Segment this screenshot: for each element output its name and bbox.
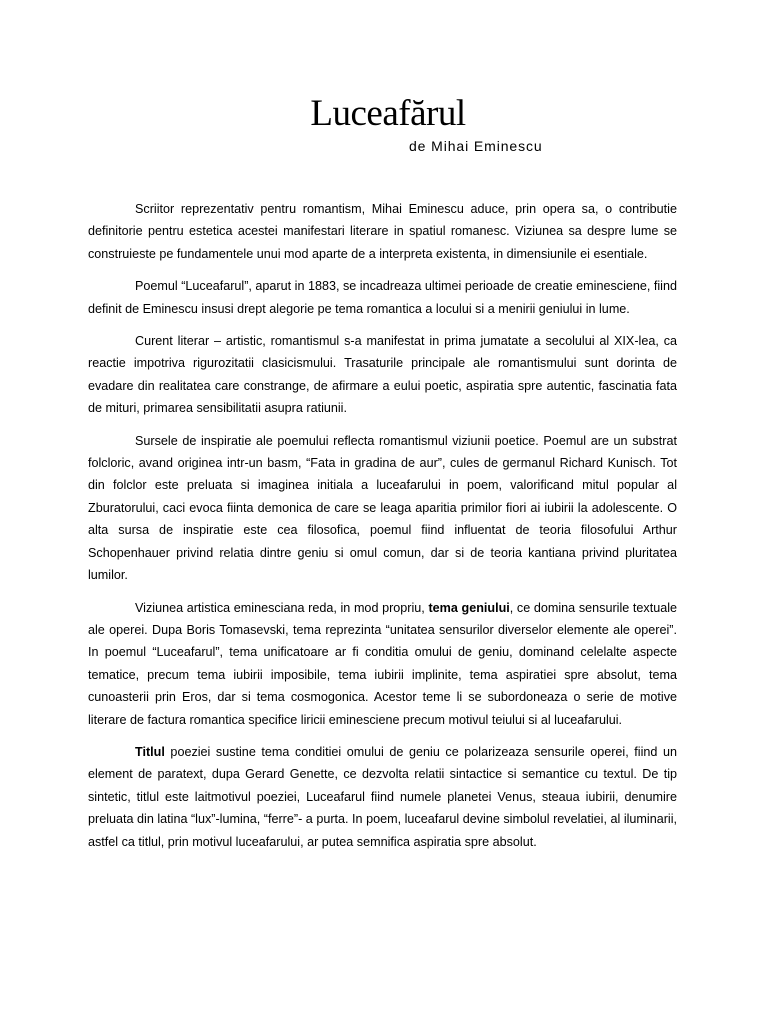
paragraph-theme-lead: Viziunea artistica eminesciana reda, in mod propriu, (135, 600, 429, 615)
document-body (88, 198, 677, 863)
document-title: Luceafărul (310, 93, 466, 134)
paragraph-poem: Poemul “Luceafarul”, aparut in 1883, se incadreaza ultimei perioade de creatie eminesciene, fiind definit de Eminescu insusi drept alegorie pe tema romantica a locului si a menirii geniului in lume. (88, 279, 677, 316)
paragraph-theme (88, 597, 677, 731)
paragraph-sources: Sursele de inspiratie ale poemului reflecta romantismul viziunii poetice. Poemul are un substrat folcloric, avand originea intr-un basm, “Fata in gradina de aur”, cules de germanul Richard Kunisch. Tot din folclor este preluata si imaginea initiala a luceafarului in poem, valorificand mitul popular al Zburatorului, caci evoca fiinta demonica de care se leaga aparitia primilor fiori ai iubirii la adolescente. O alta sursa de inspiratie este cea filosofica, poemul fiind influentat de teoria filosofului Arthur Schopenhauer privind relatia dintre geniu si omul comun, dar si de teoria kantiana privind pluritatea lumilor. (88, 433, 677, 583)
paragraph-intro: Scriitor reprezentativ pentru romantism, Mihai Eminescu aduce, prin opera sa, o contributie definitorie pentru estetica acestei manifestari literare in spatiul romanesc. Viziunea sa despre lume se construieste pe fundamentele unui mod aparte de a interpreta existenta, in dimensiunile ei esentiale. (88, 202, 677, 261)
paragraph-romanticism: Curent literar – artistic, romantismul s-a manifestat in prima jumatate a secolului al XIX-lea, ca reactie impotriva rigurozitatii clasicismului. Trasaturile principale ale romantismului sunt dorinta de evadare din realitatea care constrange, de afirmare a eului poetic, aspiratia spre autentic, fascinatia fata de mituri, primarea sensibilitatii asupra ratiunii. (88, 334, 677, 416)
document-subtitle: de Mihai Eminescu (409, 138, 543, 154)
paragraph-title-rest: poeziei sustine tema conditiei omului de geniu ce polarizeaza sensurile operei, fiind un element de paratext, dupa Gerard Genette, ce dezvolta relatii sintactice si semantice cu textul. De tip sintetic, titlul este laitmotivul poeziei, Luceafarul fiind numele planetei Venus, steaua iubirii, denumire preluata din latina “lux”-lumina, “ferre”- a purta. In poem, luceafarul devine simbolul revelatiei, al iluminarii, astfel ca titlul, prin motivul luceafarului, ar putea semnifica aspiratia spre absolut. (88, 744, 677, 849)
paragraph-theme-rest: , ce domina sensurile textuale ale operei. Dupa Boris Tomasevski, tema reprezinta “unitatea sensurilor diverselor elemente ale operei”. In poemul “Luceafarul”, tema unificatoare ar fi conditia omului de geniu, dominand celelalte aspecte tematice, precum tema iubirii imposibile, tema iubirii implinite, tema aspiratiei spre absolut, tema cunoasterii prin Eros, dar si tema cosmogonica. Acestor teme li se subordoneaza o serie de motive literare de factura romantica specifice liricii eminesciene precum motivul teiului si al luceafarului. (88, 600, 678, 727)
paragraph-title-bold: Titlul (135, 744, 165, 759)
paragraph-title (88, 741, 677, 853)
paragraph-theme-bold: tema geniului (428, 600, 510, 615)
